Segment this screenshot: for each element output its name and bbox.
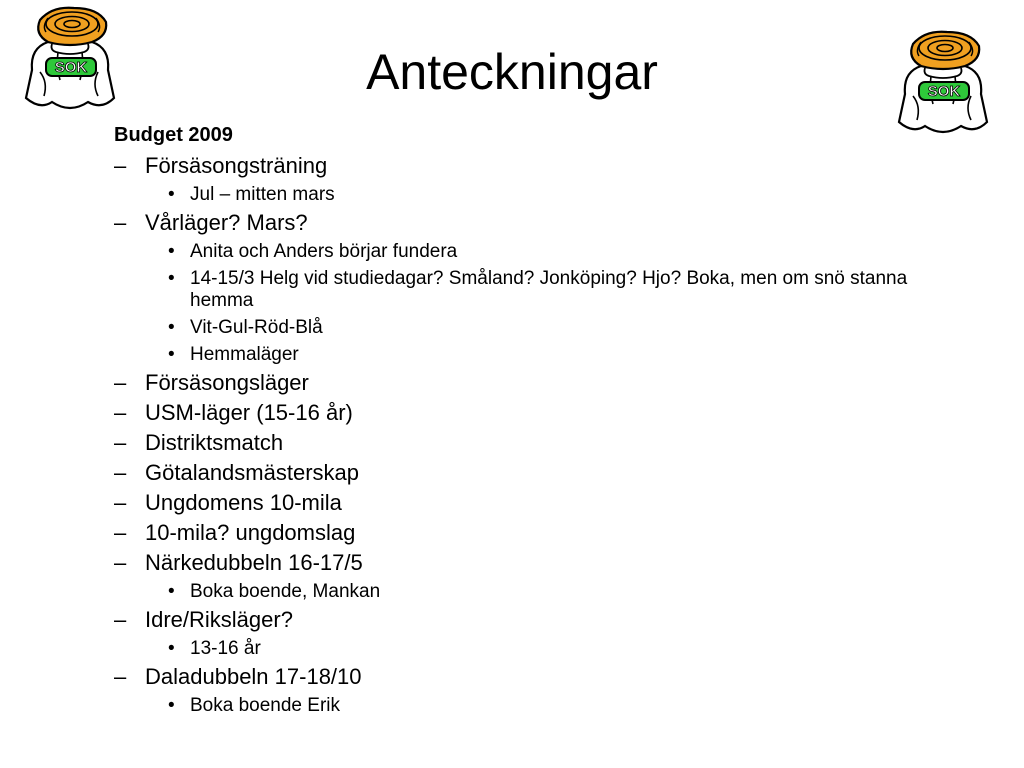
bullet-marker: • [168,184,175,205]
list-item [114,550,954,576]
sub-list-item [114,241,954,263]
list-item-text: Distriktsmatch [145,430,284,455]
sub-list-item [114,184,954,206]
list-item [114,430,954,456]
svg-text:SOK: SOK [927,83,961,100]
sub-list-item-text: Anita och Anders börjar fundera [190,241,458,262]
section-heading: Budget 2009 [114,124,233,146]
dash-marker: – [114,607,127,632]
list-item-text: Daladubbeln 17-18/10 [145,664,362,689]
list-item-text: Idre/Riksläger? [145,607,293,632]
sub-list-item-text: 13-16 år [190,638,261,659]
slide-content [114,121,954,717]
list-item-text: Götalandsmästerskap [145,460,359,485]
list-item [114,460,954,486]
sub-list-item [114,317,954,339]
dash-marker: – [114,153,127,178]
dash-marker: – [114,430,127,455]
bullet-marker: • [168,344,175,365]
dash-marker: – [114,400,127,425]
list-item [114,370,954,396]
list-item-text: Närkedubbeln 16-17/5 [145,550,363,575]
list-item-text: Försäsongsläger [145,370,309,395]
list-item [114,490,954,516]
sub-list-item-text: Boka boende Erik [190,695,340,716]
list-item [114,153,954,179]
dash-marker: – [114,460,127,485]
sub-list-item-text: 14-15/3 Helg vid studiedagar? Småland? Jonköping? Hjo? Boka, men om snö stanna hemma [190,268,908,311]
sub-list-item-text: Vit-Gul-Röd-Blå [190,317,323,338]
list-item [114,607,954,633]
list-item [114,520,954,546]
list-item-text: 10-mila? ungdomslag [145,520,356,545]
sub-list-item-text: Boka boende, Mankan [190,581,381,602]
list-item [114,400,954,426]
dash-marker: – [114,664,127,689]
sub-list-item [114,344,954,366]
sub-list-item-text: Hemmaläger [190,344,299,365]
dash-marker: – [114,370,127,395]
sub-list-item [114,638,954,660]
bullet-marker: • [168,638,175,659]
dash-marker: – [114,490,127,515]
bullet-marker: • [168,581,175,602]
slide-title: Anteckningar [366,44,658,100]
svg-text:SOK: SOK [54,59,88,76]
dash-marker: – [114,210,127,235]
list-item-text: Vårläger? Mars? [145,210,308,235]
sub-list-item [114,268,954,312]
list-item [114,664,954,690]
dash-marker: – [114,520,127,545]
bullet-list [114,153,954,717]
sub-list-item [114,695,954,717]
list-item-text: Ungdomens 10-mila [145,490,342,515]
bullet-marker: • [168,695,175,716]
list-item-text: USM-läger (15-16 år) [145,400,353,425]
list-item-text: Försäsongsträning [145,153,328,178]
bullet-marker: • [168,268,175,289]
sub-list-item-text: Jul – mitten mars [190,184,335,205]
bullet-marker: • [168,241,175,262]
list-item [114,210,954,236]
bullet-marker: • [168,317,175,338]
sub-list-item [114,581,954,603]
dash-marker: – [114,550,127,575]
